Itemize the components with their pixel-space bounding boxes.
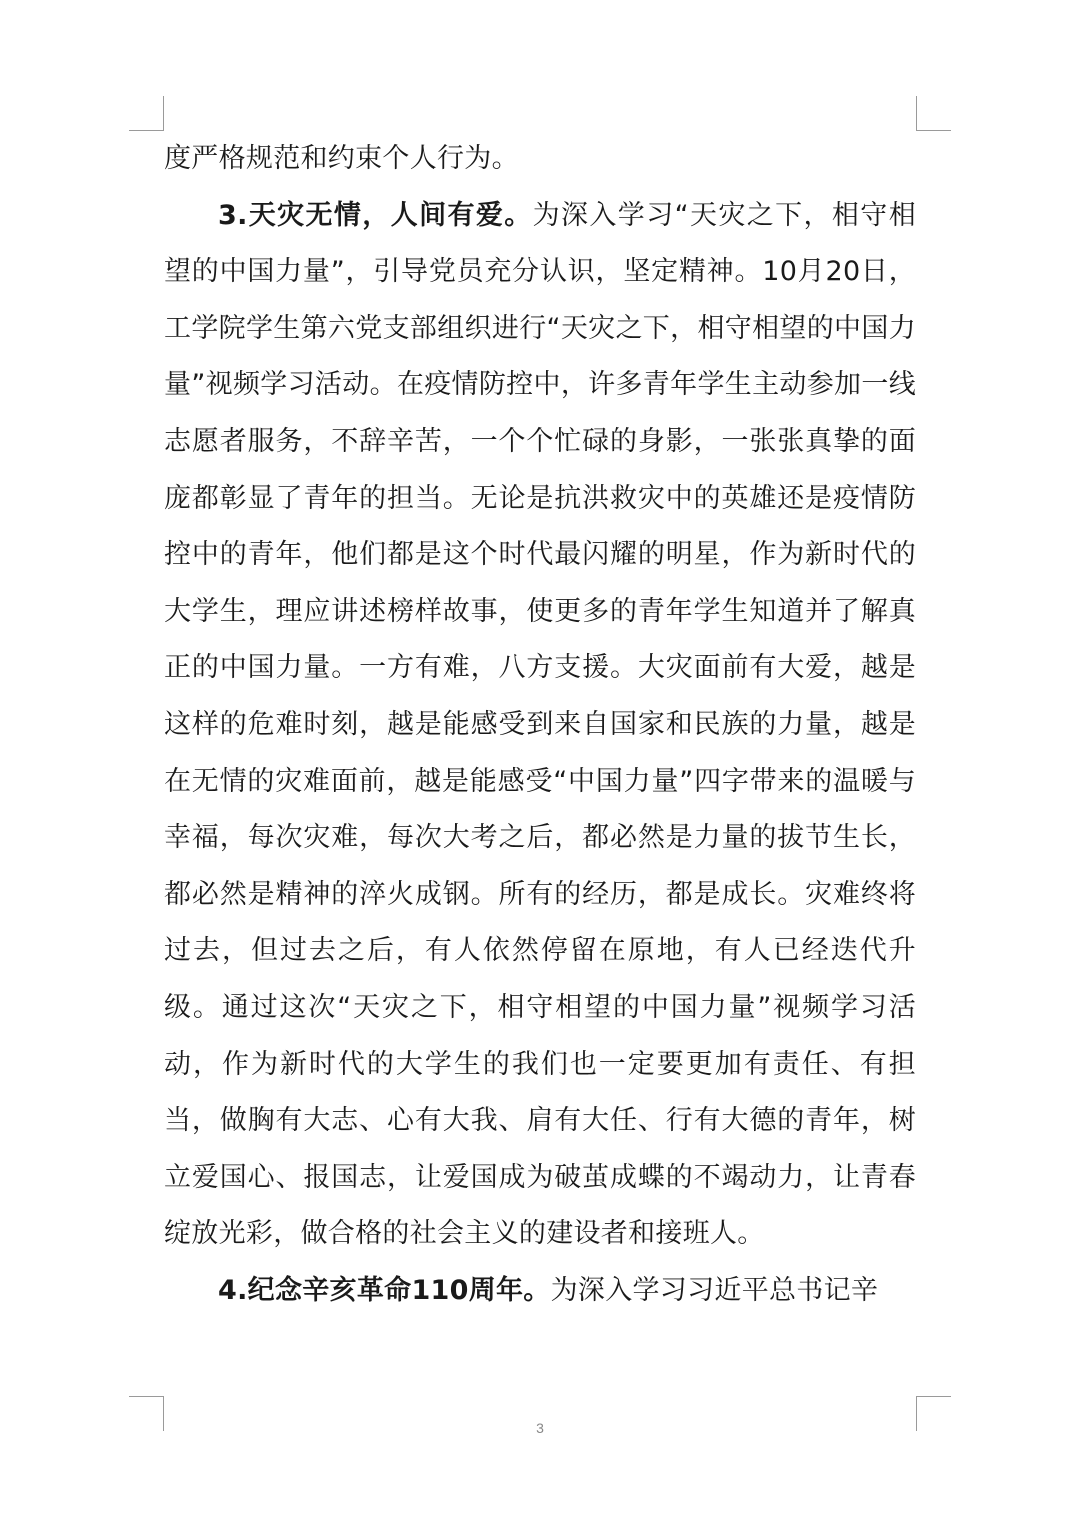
crop-mark-top-right [916, 96, 951, 131]
page-number: 3 [536, 1420, 544, 1436]
section-4-body: 为深入学习习近平总书记辛 [550, 1274, 879, 1306]
continuation-paragraph: 度严格规范和约束个人行为。 [164, 143, 519, 174]
document-body [164, 131, 916, 1319]
section-3-body: 为深入学习“天灾之下，相守相望的中国力量”，引导党员充分认识，坚定精神。10月20日，工学院学生第六党支部组织进行“天灾之下，相守相望的中国力量”视频学习活动。在疫情防控中，许多青年学生主动参加一线志愿者服务，不辞辛苦，一个个忙碌的身影，一张张真挚的面庞都彰显了青年的担当。无论是抗洪救灾中的英雄还是疫情防控中的青年，他们都是这个时代最闪耀的明星，作为新时代的大学生，理应讲述榜样故事，使更多的青年学生知道并了解真正的中国力量。一方有难，八方支援。大灾面前有大爱，越是这样的危难时刻，越是能感受到来自国家和民族的力量，越是在无情的灾难面前，越是能感受“中国力量”四字带来的温暖与幸福，每次灾难，每次大考之后，都必然是力量的拔节生长，都必然是精神的淬火成钢。所有的经历，都是成长。灾难终将过去，但过去之后，有人依然停留在原地，有人已经迭代升级。通过这次“天灾之下，相守相望的中国力量”视频学习活动，作为新时代的大学生的我们也一定要更加有责任、有担当，做胸有大志、心有大我、肩有大任、行有大德的青年，树立爱国心、报国志，让爱国成为破茧成蝶的不竭动力，让青春绽放光彩，做合格的社会主义的建设者和接班人。 [164, 199, 916, 1250]
crop-mark-top-left [129, 96, 164, 131]
section-4-heading: 4.纪念辛亥革命110周年。 [218, 1274, 551, 1306]
section-3-paragraph [164, 188, 916, 1263]
section-3-heading: 3.天灾无情，人间有爱。 [218, 199, 533, 231]
section-4-paragraph [164, 1263, 916, 1320]
